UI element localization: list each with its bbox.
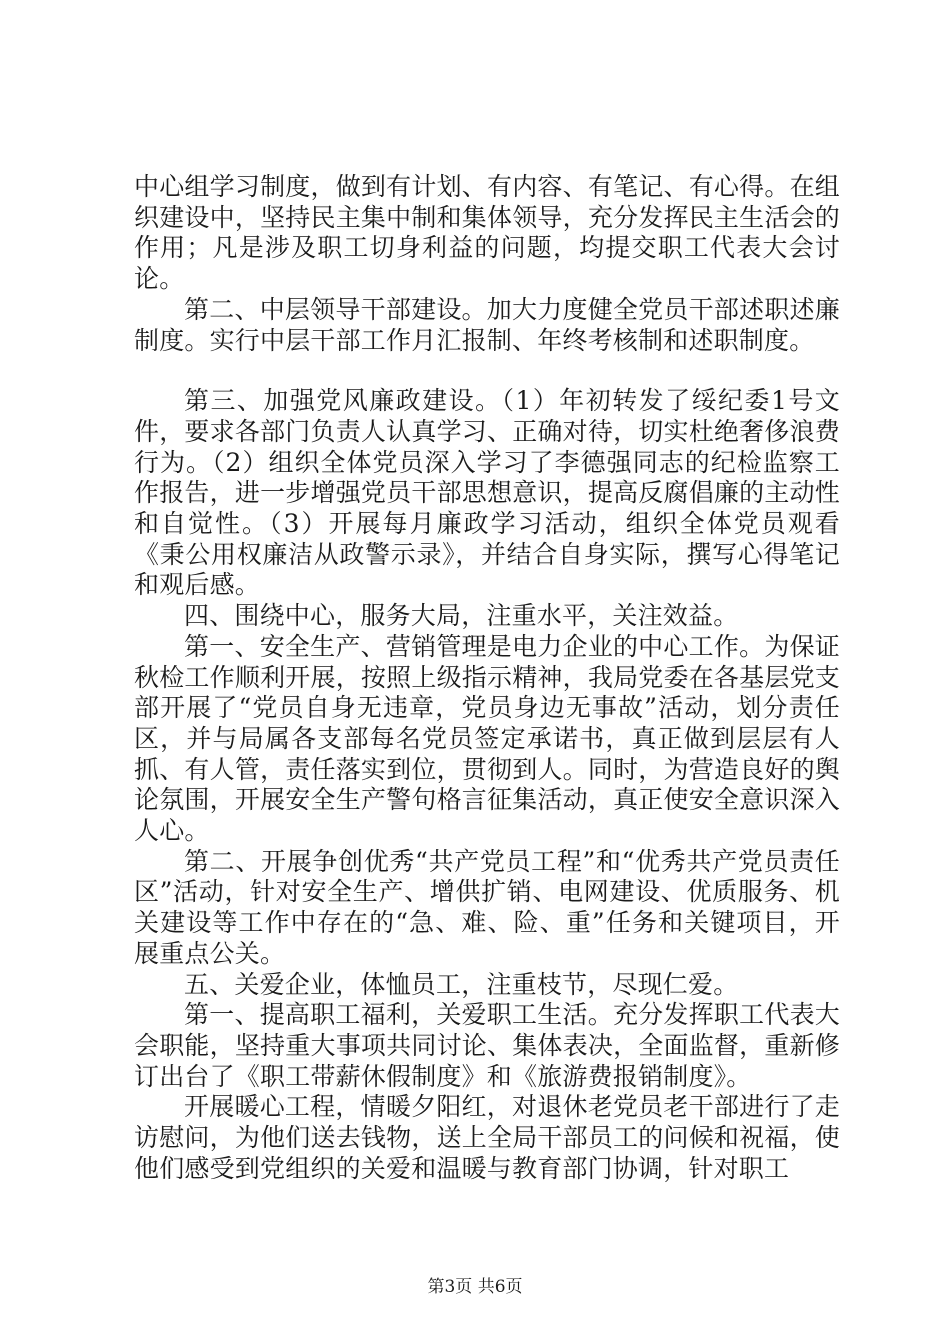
document-body xyxy=(134,172,840,1185)
paragraph-middle-cadre: 第二、中层领导干部建设。加大力度健全党员干部述职述廉制度。实行中层干部工作月汇报制、年终考核制和述职制度。 xyxy=(134,294,840,355)
section-heading-five: 五、关爱企业，体恤员工，注重枝节，尽现仁爱。 xyxy=(184,969,739,999)
paragraph-warm-heart: 开展暖心工程，情暖夕阳红，对退休老党员老干部进行了走访慰问，为他们送去钱物，送上全局干部员工的问候和祝福，使他们感受到党组织的关爱和温暖与教育部门协调，针对职工 xyxy=(134,1092,840,1183)
paragraph-integrity: 第三、加强党风廉政建设。（1）年初转发了绥纪委1号文件，要求各部门负责人认真学习、正确对待，切实杜绝奢侈浪费行为。（2）组织全体党员深入学习了李德强同志的纪检监察工作报告，进一步增强党员干部思想意识，提高反腐倡廉的主动性和自觉性。（3）开展每月廉政学习活动，组织全体党员观看《秉公用权廉洁从政警示录》，并结合自身实际，撰写心得笔记和观后感。 xyxy=(134,386,840,600)
page-number-footer: 第3页 共6页 xyxy=(427,1277,523,1297)
paragraph-safety-production: 第一、安全生产、营销管理是电力企业的中心工作。为保证秋检工作顺利开展，按照上级指示精神，我局党委在各基层党支部开展了“党员自身无违章，党员身边无事故”活动，划分责任区，并与局属各支部每名党员签定承诺书，真正做到层层有人抓、有人管，责任落实到位，贯彻到人。同时，为营造良好的舆论氛围，开展安全生产警句格言征集活动，真正使安全意识深入人心。 xyxy=(134,631,840,846)
section-heading-four: 四、围绕中心，服务大局，注重水平，关注效益。 xyxy=(184,601,739,631)
paragraph-welfare: 第一、提高职工福利，关爱职工生活。充分发挥职工代表大会职能，坚持重大事项共同讨论、集体表决，全面监督，重新修订出台了《职工带薪休假制度》和《旅游费报销制度》。 xyxy=(134,1000,840,1091)
paragraph-excellence-campaign: 第二、开展争创优秀“共产党员工程”和“优秀共产党员责任区”活动，针对安全生产、增供扩销、电网建设、优质服务、机关建设等工作中存在的“急、难、险、重”任务和关键项目，开展重点公关。 xyxy=(134,846,840,968)
paragraph-study-system: 中心组学习制度，做到有计划、有内容、有笔记、有心得。在组织建设中，坚持民主集中制和集体领导，充分发挥民主生活会的作用；凡是涉及职工切身利益的问题，均提交职工代表大会讨论。 xyxy=(134,172,840,294)
